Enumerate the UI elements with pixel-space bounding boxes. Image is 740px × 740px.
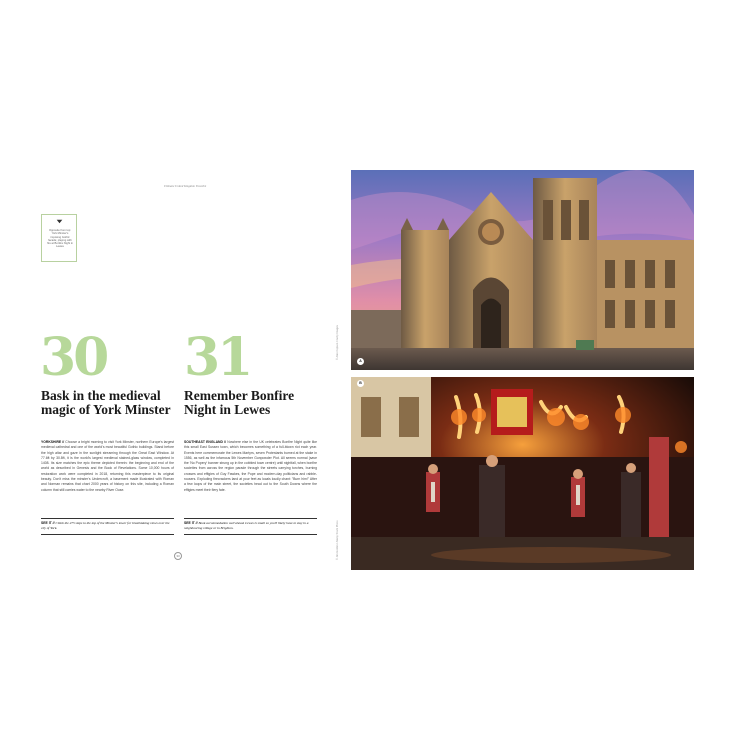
entry-location: SOUTHEAST ENGLAND // [184,440,227,444]
york-minster-illustration [351,170,694,370]
entry-body [184,440,317,493]
photo-credit: © Alan Copson / Getty Images [336,325,339,360]
tip-rule-top [184,518,317,519]
photo-york-minster [351,170,694,370]
photo-label: A [357,358,364,365]
tip-text: Climb the 275 steps to the top of the Minster's tower for breathtaking views over the city of York. [41,521,170,531]
photo-bonfire-night [351,377,694,570]
page-number: 33 [174,552,182,560]
entry-body [41,440,174,493]
bonfire-night-illustration [351,377,694,570]
entry-number: 30 [40,327,107,388]
entry-title: Remember Bonfire Night in Lewes [184,388,295,417]
caption-text: Opposite from top: York Minster's imposing Gothic facade; playing with fire at Bonfire Night in Lewes [47,229,73,249]
entry-body-text: Choose a bright morning to visit York Minster, northern Europe's largest medieval cathedral and one of the world's most beautiful Gothic buildings. Stand before the high altar and gaze in the sunlight streaming through the Great East Window. At 77.6ft by 30.8ft, it is the world's largest medieval stained-glass window, completed in 1408. Its size matches the epic theme depicted therein: the beginning and end of the world as described in Genesis and the Book of Revelations. Some 10,000 hours of restoration work were completed in 2018, returning this masterpiece to its original beauty. Don't miss the minster's Undercroft, a basement made illustrated with Roman and Norman remains that chart 2000 years of history on this site, including a Roman column that still carries water to the nearby River Ouse. [41,440,174,492]
tip-rule-top [41,518,174,519]
tip-label: SEE IT // [184,521,198,525]
running-head: Ultimate United Kingdom Travelist [163,184,207,188]
arrow-icon [56,219,63,224]
photo-label: B [357,380,364,387]
entry-tip [184,521,317,531]
photo-credit: © Jim Holden / Alamy Stock Photo [336,520,339,560]
caption-box [41,214,77,262]
tip-rule-bottom [41,534,174,535]
entry-number: 31 [184,327,251,388]
tip-label: SEE IT // [41,521,55,525]
entry-body-text: Nowhere else in the UK celebrates Bonfire Night quite like this small East Sussex town, which becomes something of a full-blown riot each year. Events here commemorate the Lewes Martyrs, seven Protestants burned at the stake in 1556, as well as the infamous 5th November Gunpowder Plot. All seems normal (save the 'No Popery' banner strung up in the cobbled town centre) until nightfall, when bonfire societies from across the region parade through the streets carrying torches, burning crosses and effigies of Guy Fawkes, the Pope and modern-day politicians and rabble-rousers. Exploding firecrackers land at your feet as locals loudly chant: "Burn him!" After a few loops of the main street, the societies head out to the South Downs where the effigies meet their fiery fate. [184,440,317,492]
tip-text: Book accommodation well ahead. Lewes is small so you'll likely have to stay in a neighbouring village or in Brighton. [184,521,309,531]
entry-title: Bask in the medieval magic of York Minster [41,388,171,417]
entry-location: YORKSHIRE // [41,440,65,444]
entry-tip [41,521,174,531]
tip-rule-bottom [184,534,317,535]
